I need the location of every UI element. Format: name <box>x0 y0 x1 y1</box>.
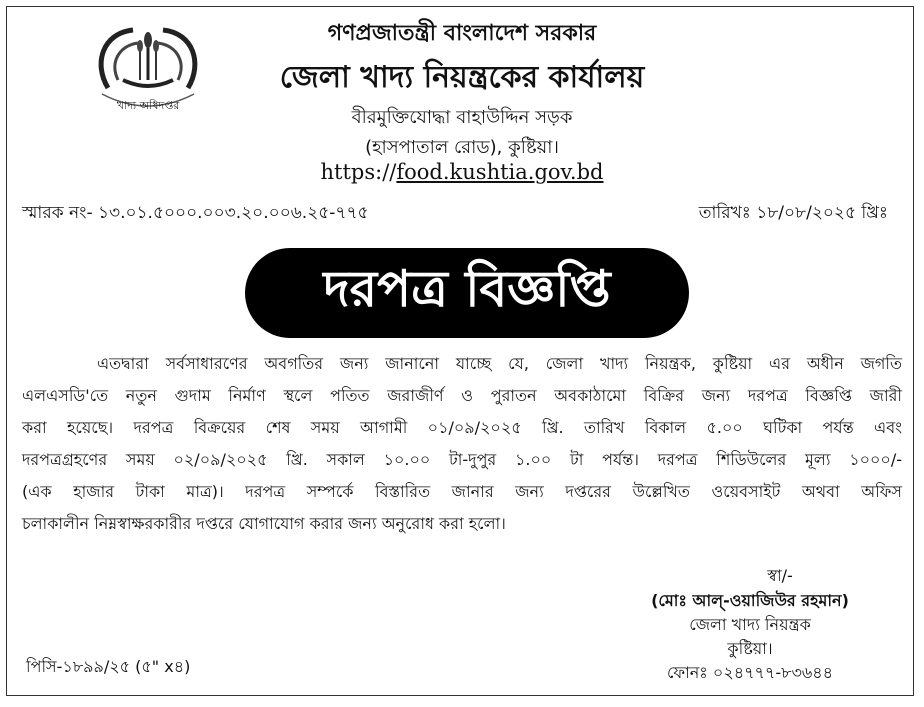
signature-mark: স্বা/- <box>767 566 793 585</box>
office-title: জেলা খাদ্য নিয়ন্ত্রকের কার্যালয় <box>279 60 645 95</box>
issue-date: তারিখঃ ১৮/০৮/২০২৫ খ্রিঃ <box>698 203 888 223</box>
signatory-designation: জেলা খাদ্য নিয়ন্ত্রক <box>689 615 811 634</box>
body-line: চলাকালীন নিম্নস্বাক্ষরকারীর দপ্তরে যোগাযোগ করার জন্য অনুরোধ করা হলো। <box>22 514 506 533</box>
url-prefix: https:// <box>320 160 397 184</box>
government-title: গণপ্রজাতন্ত্রী বাংলাদেশ সরকার <box>327 21 597 46</box>
tender-notice-banner: দরপত্র বিজ্ঞপ্তি <box>245 248 689 338</box>
memo-number: স্মারক নং- ১৩.০১.৫০০০.০০৩.২০.০০৬.২৫-৭৭৫ <box>22 203 369 223</box>
svg-text:খাদ্য অধিদপ্তর: খাদ্য অধিদপ্তর <box>116 99 180 112</box>
notice-body <box>22 348 902 540</box>
address-line-1: বীরমুক্তিযোদ্ধা বাহাউদ্দিন সড়ক <box>351 107 573 128</box>
signatory-place: কুষ্টিয়া। <box>727 639 773 658</box>
body-line: দরপত্রগ্রহণের সময় ০২/০৯/২০২৫ খ্রি. সকাল ১০.০০ টা-দুপুর ১.০০ টা পর্যন্ত। দরপত্র শিডিউলের মূল্য ১০০০/- <box>22 450 902 469</box>
website-url[interactable] <box>0 160 924 184</box>
address-line-2: (হাসপাতাল রোড), কুষ্টিয়া। <box>365 137 559 158</box>
signatory-phone: ফোনঃ ০২৪৭৭৭-৮৩৬৪৪ <box>666 663 834 682</box>
signatory-name: (মোঃ আল্-ওয়াজিউর রহমান) <box>651 591 849 610</box>
pc-number: পিসি-১৮৯৯/২৫ (৫" x৪) <box>26 657 191 676</box>
body-line: এলএসডি'তে নতুন গুদাম নির্মাণ স্থলে পতিত জরাজীর্ণ ও পুরাতন অবকাঠামো বিক্রির জন্য দরপত্র বিজ্ঞপ্তি জারী <box>22 386 902 405</box>
body-line: এতদ্বারা সর্বসাধারণের অবগতির জন্য জানানো যাচ্ছে যে, জেলা খাদ্য নিয়ন্ত্রক, কুষ্টিয়া এর অধীন জগতি <box>97 354 902 373</box>
body-line: (এক হাজার টাকা মাত্র)। দরপত্র সম্পর্কে বিস্তারিত জানার জন্য দপ্তরের উল্লেখিত ওয়েবসাইট অথবা অফিস <box>22 482 902 501</box>
body-line: করা হয়েছে। দরপত্র বিক্রয়ের শেষ সময় আগামী ০১/০৯/২০২৫ খ্রি. তারিখ বিকাল ৫.০০ ঘটিকা পর্যন্ত এবং <box>22 418 902 437</box>
url-link[interactable]: food.kushtia.gov.bd <box>396 160 604 184</box>
